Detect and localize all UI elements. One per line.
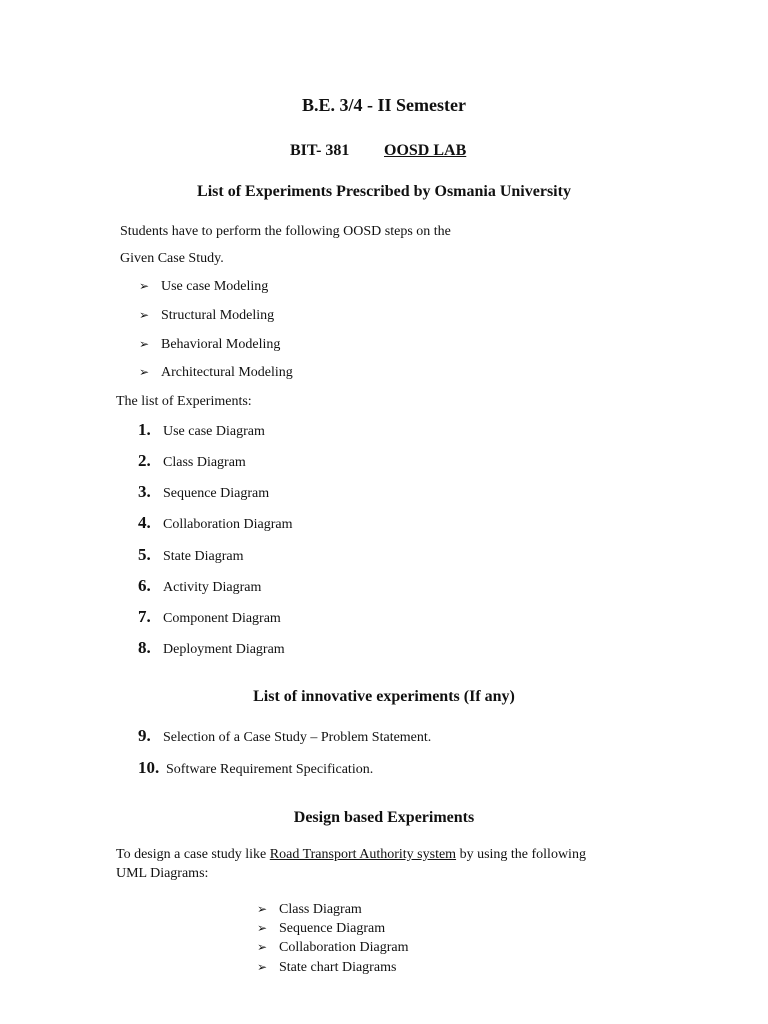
arrow-bullet-icon: ➢ — [139, 279, 150, 293]
experiment-label: Class Diagram — [163, 455, 246, 470]
experiment-label: Deployment Diagram — [163, 642, 285, 657]
page-title: B.E. 3/4 - II Semester — [302, 95, 466, 115]
list-item-label: State chart Diagrams — [279, 960, 397, 975]
case-study-link: Road Transport Authority system — [269, 847, 457, 862]
experiment-number: 2. — [138, 451, 151, 470]
experiment-item — [138, 545, 243, 565]
experiment-number: 8. — [138, 638, 151, 657]
experiment-number: 4. — [138, 513, 151, 532]
design-text-before: To design a case study like — [116, 847, 270, 862]
list-item — [257, 960, 396, 976]
lab-name: OOSD LAB — [384, 142, 467, 159]
list-item-label: Structural Modeling — [161, 308, 275, 323]
experiment-item — [138, 513, 292, 533]
experiment-number: 7. — [138, 607, 151, 626]
list-item-label: Collaboration Diagram — [279, 940, 409, 955]
arrow-bullet-icon: ➢ — [139, 337, 150, 351]
experiment-item — [138, 576, 261, 596]
experiment-item — [138, 451, 246, 471]
design-line-2: UML Diagrams: — [116, 866, 209, 881]
experiment-number: 1. — [138, 420, 151, 439]
arrow-bullet-icon: ➢ — [257, 921, 268, 935]
list-item-label: Behavioral Modeling — [161, 337, 281, 352]
design-text-after: by using the following — [456, 847, 586, 862]
arrow-bullet-icon: ➢ — [139, 365, 150, 379]
experiment-label: Collaboration Diagram — [163, 517, 293, 532]
design-paragraph — [116, 847, 586, 863]
experiment-item — [138, 607, 281, 627]
list-item-label: Sequence Diagram — [279, 921, 386, 936]
experiment-label: Sequence Diagram — [163, 486, 270, 501]
list-item-label: Use case Modeling — [161, 279, 269, 294]
arrow-bullet-icon: ➢ — [257, 960, 268, 974]
experiment-item — [138, 638, 285, 658]
experiments-label: The list of Experiments: — [116, 394, 252, 409]
experiment-label: Selection of a Case Study – Problem Statement. — [163, 730, 432, 745]
arrow-bullet-icon: ➢ — [257, 902, 268, 916]
experiment-item — [138, 420, 265, 440]
experiment-label: Software Requirement Specification. — [166, 762, 374, 777]
experiment-label: Use case Diagram — [163, 424, 265, 439]
experiment-number: 3. — [138, 482, 151, 501]
list-item-label: Architectural Modeling — [161, 365, 293, 380]
list-item — [139, 279, 268, 295]
list-item — [257, 902, 362, 918]
experiment-number: 9. — [138, 726, 151, 745]
list-item — [257, 921, 385, 937]
experiment-number: 6. — [138, 576, 151, 595]
arrow-bullet-icon: ➢ — [139, 308, 150, 322]
experiment-label: State Diagram — [163, 549, 244, 564]
design-title: Design based Experiments — [293, 809, 475, 826]
list-item — [257, 940, 408, 956]
course-code: BIT- 381 — [290, 142, 350, 159]
innovative-title: List of innovative experiments (If any) — [253, 688, 515, 705]
list-item — [139, 337, 280, 353]
experiment-item — [138, 482, 269, 502]
arrow-bullet-icon: ➢ — [257, 940, 268, 954]
experiments-list-title: List of Experiments Prescribed by Osmania University — [197, 183, 571, 200]
intro-line-1: Students have to perform the following OOSD steps on the — [120, 224, 451, 239]
list-item-label: Class Diagram — [279, 902, 362, 917]
experiment-label: Component Diagram — [163, 611, 281, 626]
intro-line-2: Given Case Study. — [120, 251, 224, 266]
experiment-item — [138, 758, 373, 778]
experiment-item — [138, 726, 431, 746]
experiment-number: 5. — [138, 545, 151, 564]
experiment-label: Activity Diagram — [163, 580, 262, 595]
list-item — [139, 365, 293, 381]
experiment-number: 10. — [138, 758, 160, 777]
list-item — [139, 308, 274, 324]
